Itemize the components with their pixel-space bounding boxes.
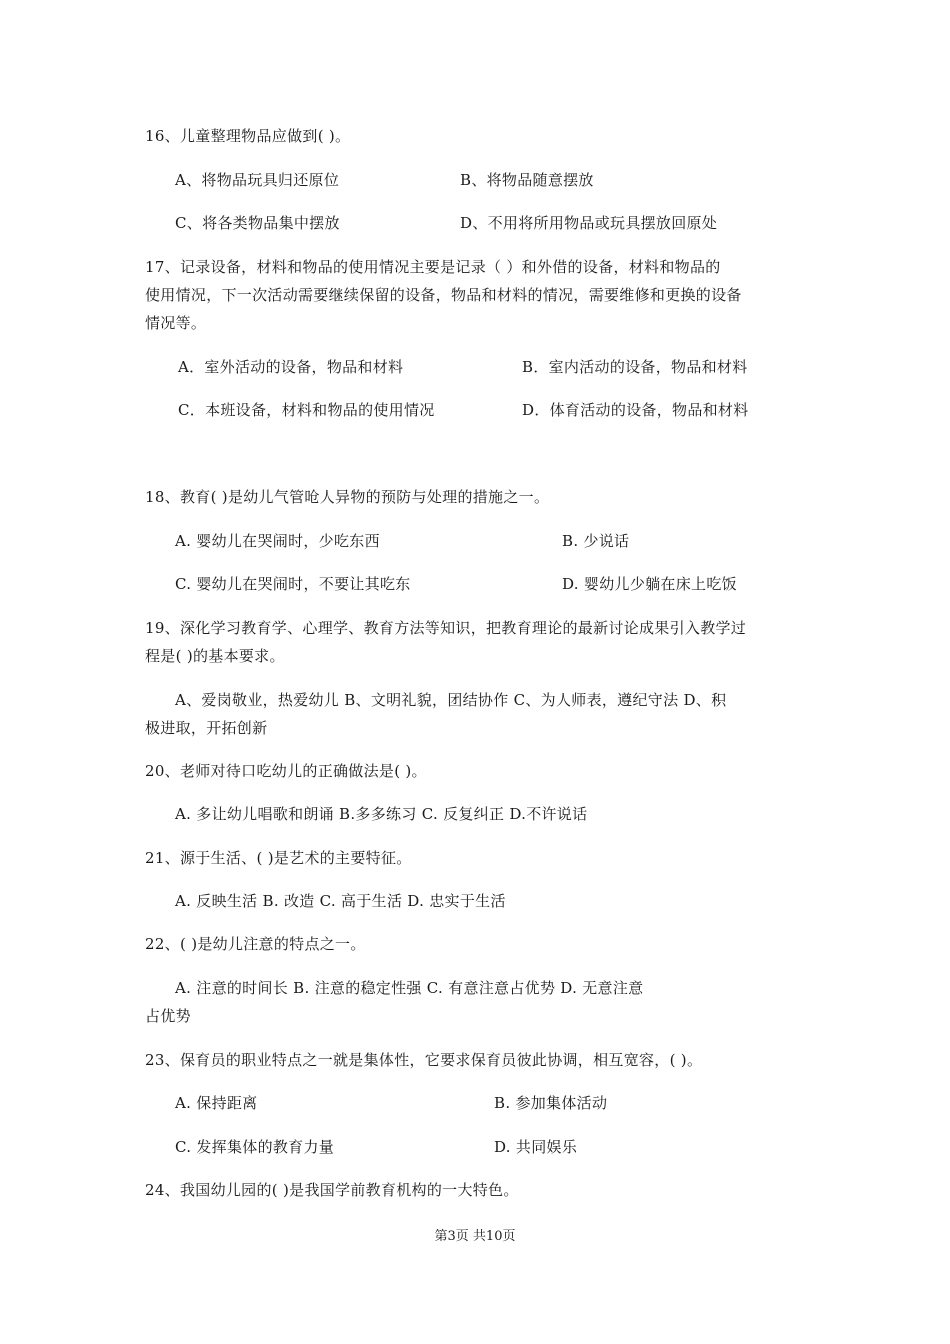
question-16-option-b: B、将物品随意摆放 — [460, 171, 594, 189]
question-22-stem: 22、( )是幼儿注意的特点之一。 — [145, 935, 366, 953]
question-19-options-line-2: 极进取，开拓创新 — [145, 719, 268, 737]
question-16-stem: 16、儿童整理物品应做到( )。 — [145, 127, 351, 145]
question-22-options-line-2: 占优势 — [145, 1007, 191, 1025]
page-number-footer: 第3页 共10页 — [434, 1229, 516, 1244]
question-21-stem: 21、源于生活、( )是艺术的主要特征。 — [145, 849, 412, 867]
question-19-stem-line-1: 19、深化学习教育学、心理学、教育方法等知识，把教育理论的最新讨论成果引入教学过 — [145, 619, 747, 637]
question-19-options-line-1: A、爱岗敬业，热爱幼儿 B、文明礼貌，团结协作 C、为人师表，遵纪守法 D、积 — [175, 691, 727, 709]
question-17-option-c: C．本班设备，材料和物品的使用情况 — [178, 401, 435, 419]
question-18-option-c: C. 婴幼儿在哭闹时，不要让其吃东 — [175, 575, 411, 593]
question-17-stem-line-3: 情况等。 — [145, 314, 207, 332]
question-23-option-d: D. 共同娱乐 — [494, 1138, 578, 1156]
question-16-option-c: C、将各类物品集中摆放 — [175, 214, 340, 232]
question-17-option-d: D．体育活动的设备，物品和材料 — [522, 401, 749, 419]
question-17-stem-line-2: 使用情况，下一次活动需要继续保留的设备，物品和材料的情况，需要维修和更换的设备 — [145, 286, 742, 304]
question-18-stem: 18、教育( )是幼儿气管呛人异物的预防与处理的措施之一。 — [145, 488, 550, 506]
question-17-option-b: B．室内活动的设备，物品和材料 — [522, 358, 748, 376]
question-17-stem-line-1: 17、记录设备，材料和物品的使用情况主要是记录（ ）和外借的设备，材料和物品的 — [145, 258, 721, 276]
question-22-options-line-1: A. 注意的时间长 B. 注意的稳定性强 C. 有意注意占优势 D. 无意注意 — [175, 979, 644, 997]
question-16-option-d: D、不用将所用物品或玩具摆放回原处 — [460, 214, 718, 232]
question-19-stem-line-2: 程是( )的基本要求。 — [145, 647, 285, 665]
question-23-stem: 23、保育员的职业特点之一就是集体性，它要求保育员彼此协调，相互宽容，( )。 — [145, 1051, 703, 1069]
question-18-option-b: B. 少说话 — [562, 532, 630, 550]
question-23-option-b: B. 参加集体活动 — [494, 1094, 608, 1112]
question-21-options-line-1: A. 反映生活 B. 改造 C. 高于生活 D. 忠实于生活 — [175, 892, 506, 910]
question-20-options-line-1: A. 多让幼儿唱歌和朗诵 B.多多练习 C. 反复纠正 D.不许说话 — [175, 805, 588, 823]
question-18-option-d: D. 婴幼儿少躺在床上吃饭 — [562, 575, 737, 593]
question-17-option-a: A．室外活动的设备，物品和材料 — [178, 358, 404, 376]
question-20-stem: 20、老师对待口吃幼儿的正确做法是( )。 — [145, 762, 427, 780]
question-16-option-a: A、将物品玩具归还原位 — [175, 171, 340, 189]
question-23-option-a: A. 保持距离 — [175, 1094, 258, 1112]
question-24-stem: 24、我国幼儿园的( )是我国学前教育机构的一大特色。 — [145, 1181, 519, 1199]
question-23-option-c: C. 发挥集体的教育力量 — [175, 1138, 335, 1156]
question-18-option-a: A. 婴幼儿在哭闹时，少吃东西 — [175, 532, 380, 550]
